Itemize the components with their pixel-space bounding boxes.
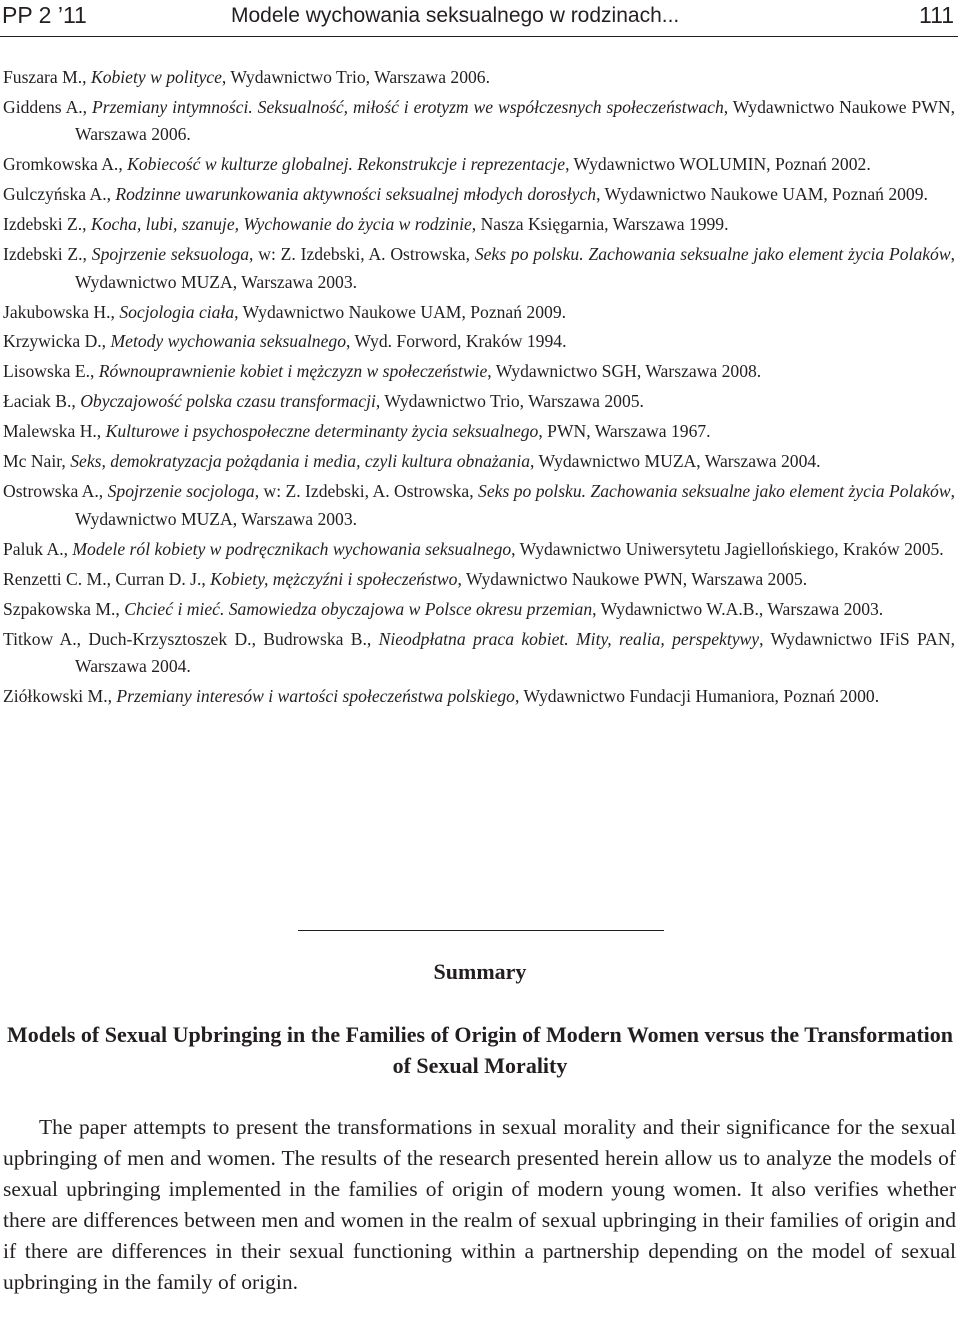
- reference-author: Łaciak B.,: [3, 391, 81, 412]
- reference-title: Chcieć i mieć. Samowiedza obyczajowa w Polsce okresu przemian: [124, 598, 593, 619]
- paper-title: Models of Sexual Upbringing in the Families of Origin of Modern Women versus the Transformation of Sexual Morality: [6, 1022, 953, 1078]
- reference-item: [3, 388, 955, 415]
- reference-title: Seks po polsku. Zachowania seksualne jako element życia Polaków: [474, 244, 951, 265]
- reference-title: Seks, demokratyzacja pożądania i media, czyli kultura obnażania: [70, 451, 531, 472]
- reference-publisher: , Wydawnictwo Fundacji Humaniora, Poznań 2000.: [514, 685, 880, 706]
- reference-item: [3, 94, 955, 149]
- reference-item: [3, 596, 955, 623]
- reference-title: Kocha, lubi, szanuje, Wychowanie do życia w rodzinie: [90, 214, 472, 235]
- reference-publisher: , Wydawnictwo Trio, Warszawa 2005.: [375, 391, 644, 412]
- reference-publisher: , Wydawnictwo Naukowe UAM, Poznań 2009.: [234, 301, 567, 322]
- reference-title: Kobiety, mężczyźni i społeczeństwo: [210, 568, 458, 589]
- abstract-paragraph: The paper attempts to present the transformations in sexual morality and their significance for the sexual upbringing of men and women. The results of the research presented herein allow us to analyze the models of sexual upbringing implemented in the families of origin of modern young women. It also verifies whether there are differences between men and women in the realm of sexual upbringing in their families of origin and if there are differences in their sexual functioning within a partnership depending on the model of sexual upbringing in the family of origin.: [3, 1115, 956, 1294]
- reference-item: [3, 536, 955, 563]
- reference-publisher: , Nasza Księgarnia, Warszawa 1999.: [471, 214, 729, 235]
- reference-title: Kulturowe i psychospołeczne determinanty życia seksualnego: [105, 421, 539, 442]
- reference-item: [3, 626, 955, 681]
- reference-item: [3, 64, 955, 91]
- reference-item: [3, 241, 955, 296]
- reference-title: Metody wychowania seksualnego: [110, 331, 346, 352]
- page-number: 111: [919, 2, 954, 28]
- reference-item: [3, 181, 955, 208]
- reference-item: [3, 328, 955, 355]
- reference-title: Seks po polsku. Zachowania seksualne jako element życia Polaków: [478, 481, 951, 502]
- reference-publisher: , Wydawnictwo IFiS PAN, Warszawa 2004.: [75, 628, 955, 676]
- reference-publisher: , Wydawnictwo WOLUMIN, Poznań 2002.: [565, 154, 871, 175]
- journal-issue: PP 2 ’11: [2, 2, 87, 28]
- reference-author: Ziółkowski M.,: [3, 685, 117, 706]
- reference-title: Obyczajowość polska czasu transformacji: [80, 391, 376, 412]
- summary-heading: Summary: [433, 959, 527, 984]
- reference-source: , w: Z. Izdebski, A. Ostrowska,: [254, 481, 479, 502]
- reference-author: Gromkowska A.,: [3, 154, 128, 175]
- reference-author: Jakubowska H.,: [3, 301, 120, 322]
- running-title: Modele wychowania seksualnego w rodzinach...: [231, 4, 680, 27]
- reference-publisher: , Wydawnictwo Naukowe UAM, Poznań 2009.: [596, 184, 928, 205]
- reference-title: Przemiany intymności. Seksualność, miłość i erotyzm we współczesnych społeczeństwach: [91, 96, 724, 117]
- reference-author: Renzetti C. M., Curran D. J.,: [3, 568, 211, 589]
- reference-list: [3, 64, 955, 713]
- reference-item: [3, 478, 955, 533]
- reference-publisher: , Wydawnictwo Naukowe PWN, Warszawa 2005.: [457, 568, 808, 589]
- reference-author: Malewska H.,: [3, 421, 106, 442]
- reference-publisher: , Wydawnictwo Trio, Warszawa 2006.: [221, 67, 490, 87]
- reference-author: Giddens A.,: [3, 96, 92, 117]
- reference-publisher: , Wydawnictwo MUZA, Warszawa 2003.: [75, 481, 955, 529]
- reference-author: Titkow A., Duch-Krzysztoszek D., Budrowska B.,: [3, 628, 379, 649]
- reference-item: [3, 418, 955, 445]
- reference-publisher: , Wydawnictwo W.A.B., Warszawa 2003.: [592, 598, 884, 619]
- reference-item: [3, 299, 955, 326]
- header-rule: [0, 36, 958, 37]
- reference-author: Izdebski Z.,: [3, 214, 91, 235]
- reference-publisher: , Wydawnictwo Naukowe PWN, Warszawa 2006.: [75, 96, 955, 145]
- reference-author: Gulczyńska A.,: [3, 184, 116, 205]
- reference-title: Socjologia ciała: [119, 301, 235, 322]
- reference-title: Spojrzenie socjologa: [107, 481, 255, 502]
- running-header: [0, 0, 960, 36]
- reference-title: Kobiety w polityce: [90, 67, 222, 87]
- reference-author: Krzywicka D.,: [3, 331, 111, 352]
- reference-title: Spojrzenie seksuologa: [91, 244, 250, 265]
- reference-publisher: , Wydawnictwo MUZA, Warszawa 2003.: [75, 244, 955, 292]
- reference-author: Szpakowska M.,: [3, 598, 125, 619]
- reference-title: Modele ról kobiety w podręcznikach wychowania seksualnego: [72, 538, 512, 559]
- reference-publisher: , Wydawnictwo Uniwersytetu Jagiellońskiego, Kraków 2005.: [511, 538, 944, 559]
- reference-item: [3, 683, 955, 710]
- reference-author: Paluk A.,: [3, 538, 73, 559]
- reference-title: Nieodpłatna praca kobiet. Mity, realia, perspektywy: [378, 628, 760, 649]
- reference-title: Przemiany interesów i wartości społeczeństwa polskiego: [116, 685, 515, 706]
- reference-item: [3, 566, 955, 593]
- reference-item: [3, 211, 955, 238]
- reference-publisher: , PWN, Warszawa 1967.: [538, 421, 711, 442]
- reference-publisher: , Wydawnictwo MUZA, Warszawa 2004.: [530, 451, 821, 472]
- reference-title: Równouprawnienie kobiet i mężczyzn w społeczeństwie: [98, 361, 488, 382]
- reference-author: Mc Nair,: [3, 451, 71, 472]
- reference-author: Ostrowska A.,: [3, 481, 108, 502]
- reference-author: Fuszara M.,: [3, 67, 91, 87]
- reference-source: , w: Z. Izdebski, A. Ostrowska,: [249, 244, 475, 265]
- reference-item: [3, 358, 955, 385]
- reference-item: [3, 151, 955, 178]
- reference-author: Lisowska E.,: [3, 361, 99, 382]
- reference-publisher: , Wyd. Forword, Kraków 1994.: [346, 331, 567, 352]
- reference-title: Kobiecość w kulturze globalnej. Rekonstrukcje i reprezentacje: [127, 154, 566, 175]
- reference-author: Izdebski Z.,: [3, 244, 92, 265]
- section-divider: [298, 930, 664, 931]
- reference-item: [3, 448, 955, 475]
- reference-publisher: , Wydawnictwo SGH, Warszawa 2008.: [487, 361, 762, 382]
- reference-title: Rodzinne uwarunkowania aktywności seksualnej młodych dorosłych: [115, 184, 597, 205]
